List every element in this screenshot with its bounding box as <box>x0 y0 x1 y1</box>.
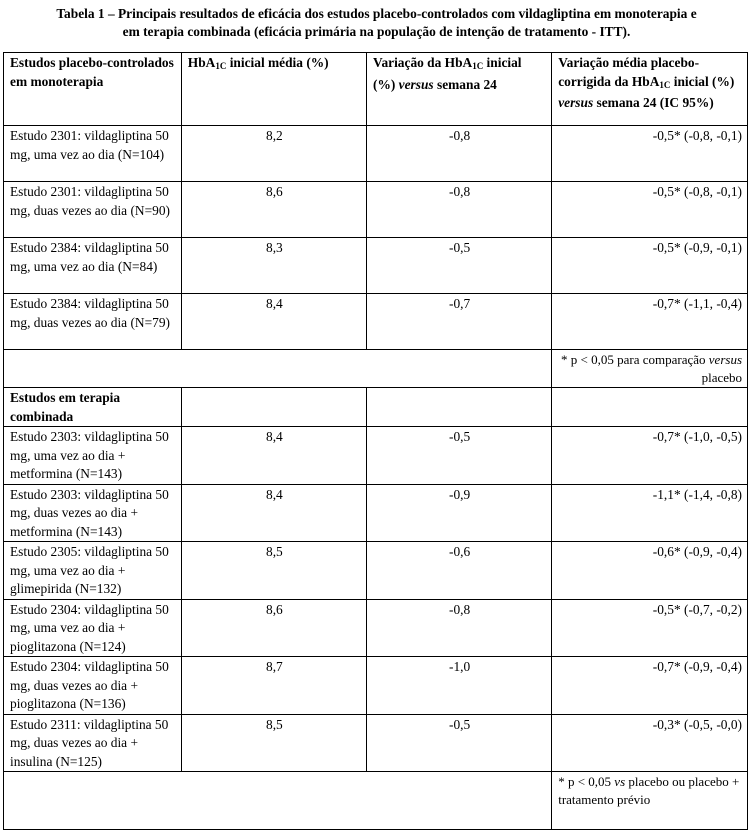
table-row <box>4 238 748 294</box>
corrected-cell: -0,5* (-0,9, -0,1) <box>552 238 748 294</box>
baseline-cell: 8,5 <box>181 542 366 600</box>
baseline-cell: 8,4 <box>181 484 366 542</box>
mono-footnote: * p < 0,05 para comparação versus placebo <box>552 350 748 388</box>
combo-section-row <box>4 388 748 427</box>
corrected-cell: -0,3* (-0,5, -0,0) <box>552 714 748 772</box>
caption-line-1: Tabela 1 – Principais resultados de eficácia dos estudos placebo-controlados com vildagliptina em monoterapia e <box>56 6 697 21</box>
header-corrected-change: Variação média placebo-corrigida da HbA$_{1C}$ inicial (%) versus semana 24 (IC 95%) <box>552 53 748 126</box>
table-row <box>4 427 748 485</box>
table-row <box>4 294 748 350</box>
corrected-cell: -0,7* (-0,9, -0,4) <box>552 657 748 715</box>
corrected-cell: -0,7* (-1,0, -0,5) <box>552 427 748 485</box>
change-cell: -0,5 <box>367 714 552 772</box>
header-change: Variação da HbA$_{1C}$ inicial (%) versus semana 24 <box>367 53 552 126</box>
baseline-cell: 8,2 <box>181 126 366 182</box>
empty-cell <box>4 350 552 388</box>
efficacy-table <box>3 52 748 830</box>
empty-cell <box>181 388 366 427</box>
change-cell: -1,0 <box>367 657 552 715</box>
change-cell: -0,9 <box>367 484 552 542</box>
change-cell: -0,8 <box>367 182 552 238</box>
study-cell: Estudo 2303: vildagliptina 50 mg, duas vezes ao dia + metformina (N=143) <box>4 484 182 542</box>
table-row <box>4 182 748 238</box>
change-cell: -0,8 <box>367 126 552 182</box>
study-cell: Estudo 2301: vildagliptina 50 mg, duas vezes ao dia (N=90) <box>4 182 182 238</box>
corrected-cell: -0,5* (-0,8, -0,1) <box>552 182 748 238</box>
corrected-cell: -0,5* (-0,7, -0,2) <box>552 599 748 657</box>
table-row <box>4 714 748 772</box>
corrected-cell: -0,7* (-1,1, -0,4) <box>552 294 748 350</box>
combo-footnote: * p < 0,05 vs placebo ou placebo + tratamento prévio <box>552 772 748 830</box>
baseline-cell: 8,3 <box>181 238 366 294</box>
baseline-cell: 8,6 <box>181 182 366 238</box>
change-cell: -0,8 <box>367 599 552 657</box>
baseline-cell: 8,4 <box>181 427 366 485</box>
header-baseline: HbA$_{1C}$ inicial média (%) <box>181 53 366 126</box>
mono-footnote-row <box>4 350 748 388</box>
header-studies: Estudos placebo-controlados em monoterapia <box>4 53 182 126</box>
baseline-cell: 8,7 <box>181 657 366 715</box>
study-cell: Estudo 2384: vildagliptina 50 mg, uma vez ao dia (N=84) <box>4 238 182 294</box>
change-cell: -0,5 <box>367 238 552 294</box>
study-cell: Estudo 2304: vildagliptina 50 mg, uma vez ao dia + pioglitazona (N=124) <box>4 599 182 657</box>
study-cell: Estudo 2304: vildagliptina 50 mg, duas vezes ao dia + pioglitazona (N=136) <box>4 657 182 715</box>
study-cell: Estudo 2301: vildagliptina 50 mg, uma vez ao dia (N=104) <box>4 126 182 182</box>
study-cell: Estudo 2305: vildagliptina 50 mg, uma vez ao dia + glimepirida (N=132) <box>4 542 182 600</box>
study-cell: Estudo 2384: vildagliptina 50 mg, duas vezes ao dia (N=79) <box>4 294 182 350</box>
change-cell: -0,5 <box>367 427 552 485</box>
caption-line-2: em terapia combinada (eficácia primária na população de intenção de tratamento - ITT). <box>122 24 631 39</box>
study-cell: Estudo 2303: vildagliptina 50 mg, uma vez ao dia + metformina (N=143) <box>4 427 182 485</box>
table-row <box>4 484 748 542</box>
combo-footnote-row <box>4 772 748 830</box>
combo-section-heading: Estudos em terapia combinada <box>4 388 182 427</box>
empty-cell <box>4 772 552 830</box>
baseline-cell: 8,6 <box>181 599 366 657</box>
table-header-row <box>4 53 748 126</box>
corrected-cell: -0,5* (-0,8, -0,1) <box>552 126 748 182</box>
empty-cell <box>367 388 552 427</box>
table-row <box>4 126 748 182</box>
table-row <box>4 542 748 600</box>
change-cell: -0,7 <box>367 294 552 350</box>
table-row <box>4 657 748 715</box>
corrected-cell: -0,6* (-0,9, -0,4) <box>552 542 748 600</box>
table-caption <box>0 0 753 52</box>
corrected-cell: -1,1* (-1,4, -0,8) <box>552 484 748 542</box>
baseline-cell: 8,4 <box>181 294 366 350</box>
table-row <box>4 599 748 657</box>
baseline-cell: 8,5 <box>181 714 366 772</box>
change-cell: -0,6 <box>367 542 552 600</box>
study-cell: Estudo 2311: vildagliptina 50 mg, duas vezes ao dia + insulina (N=125) <box>4 714 182 772</box>
empty-cell <box>552 388 748 427</box>
